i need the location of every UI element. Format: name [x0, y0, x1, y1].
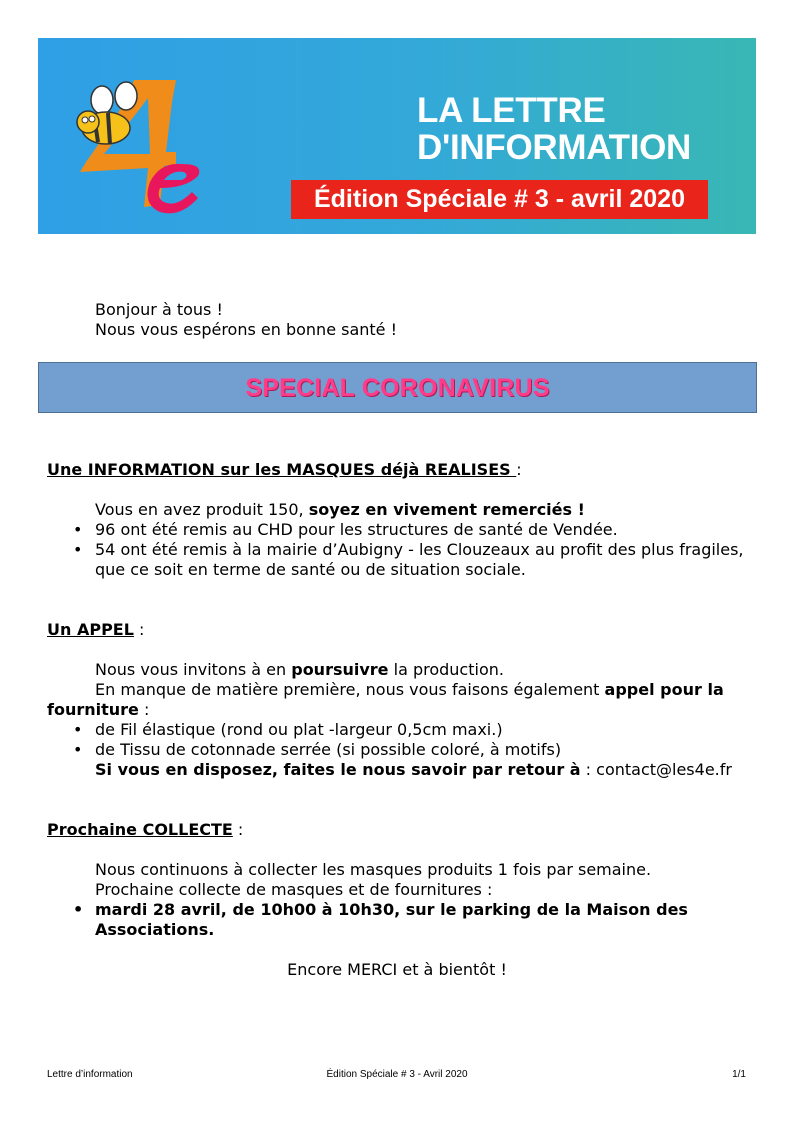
appeal-heading: Un APPEL : — [47, 620, 145, 639]
bee-eye — [89, 116, 95, 122]
collect-line2: Prochaine collecte de masques et de fournitures : — [95, 880, 493, 899]
appeal-list — [47, 720, 757, 760]
list-item: • 54 ont été remis à la mairie d’Aubigny - les Clouzeaux au profit des plus fragiles, que ce soit en terme de santé ou de situation sociale. — [73, 540, 744, 579]
collect-line1: Nous continuons à collecter les masques produits 1 fois par semaine. — [95, 860, 652, 879]
masks-section — [47, 460, 757, 580]
bee-logo — [64, 72, 212, 222]
greeting-line1: Bonjour à tous ! — [95, 300, 223, 319]
banner-title-line2: D'INFORMATION — [417, 128, 692, 167]
banner-title — [417, 92, 691, 166]
bee-wing-left — [91, 86, 113, 114]
special-banner-text: SPECIAL CORONAVIRUS — [245, 374, 550, 402]
collect-list — [47, 900, 757, 940]
list-item: • mardi 28 avril, de 10h00 à 10h30, sur le parking de la Maison des Associations. — [73, 900, 688, 939]
list-item: • de Fil élastique (rond ou plat -largeur 0,5cm maxi.) — [73, 720, 503, 739]
appeal-contact: Si vous en disposez, faites le nous savoir par retour à : contact@les4e.fr — [95, 760, 732, 779]
bee-wing-right — [115, 82, 137, 110]
closing-text: Encore MERCI et à bientôt ! — [287, 960, 507, 979]
list-item: • 96 ont été remis au CHD pour les structures de santé de Vendée. — [73, 520, 618, 539]
masks-list — [47, 520, 757, 580]
masks-heading: Une INFORMATION sur les MASQUES déjà REALISES : — [47, 460, 522, 479]
footer-center: Édition Spéciale # 3 - Avril 2020 — [326, 1069, 468, 1080]
appeal-line1: Nous vous invitons à en poursuivre la production. — [95, 660, 504, 679]
appeal-section — [47, 620, 757, 780]
greeting-line2: Nous vous espérons en bonne santé ! — [95, 320, 398, 339]
list-item: • de Tissu de cotonnade serrée (si possible coloré, à motifs) — [73, 740, 562, 759]
bee-head — [77, 111, 99, 133]
masks-intro: Vous en avez produit 150, soyez en vivement remerciés ! — [95, 500, 585, 519]
edition-badge: Édition Spéciale # 3 - avril 2020 — [291, 180, 708, 219]
appeal-line2: En manque de matière première, nous vous faisons également appel pour la fourniture : — [47, 680, 724, 719]
footer-page-number: 1/1 — [732, 1069, 746, 1080]
greeting — [95, 300, 397, 340]
footer-left: Lettre d’information — [47, 1069, 133, 1080]
banner-title-line1: LA LETTRE — [417, 91, 606, 130]
bee-eye — [82, 117, 88, 123]
collect-section — [47, 820, 757, 940]
logo-text: 4e — [64, 72, 66, 73]
special-banner — [38, 362, 757, 413]
collect-heading: Prochaine COLLECTE : — [47, 820, 244, 839]
